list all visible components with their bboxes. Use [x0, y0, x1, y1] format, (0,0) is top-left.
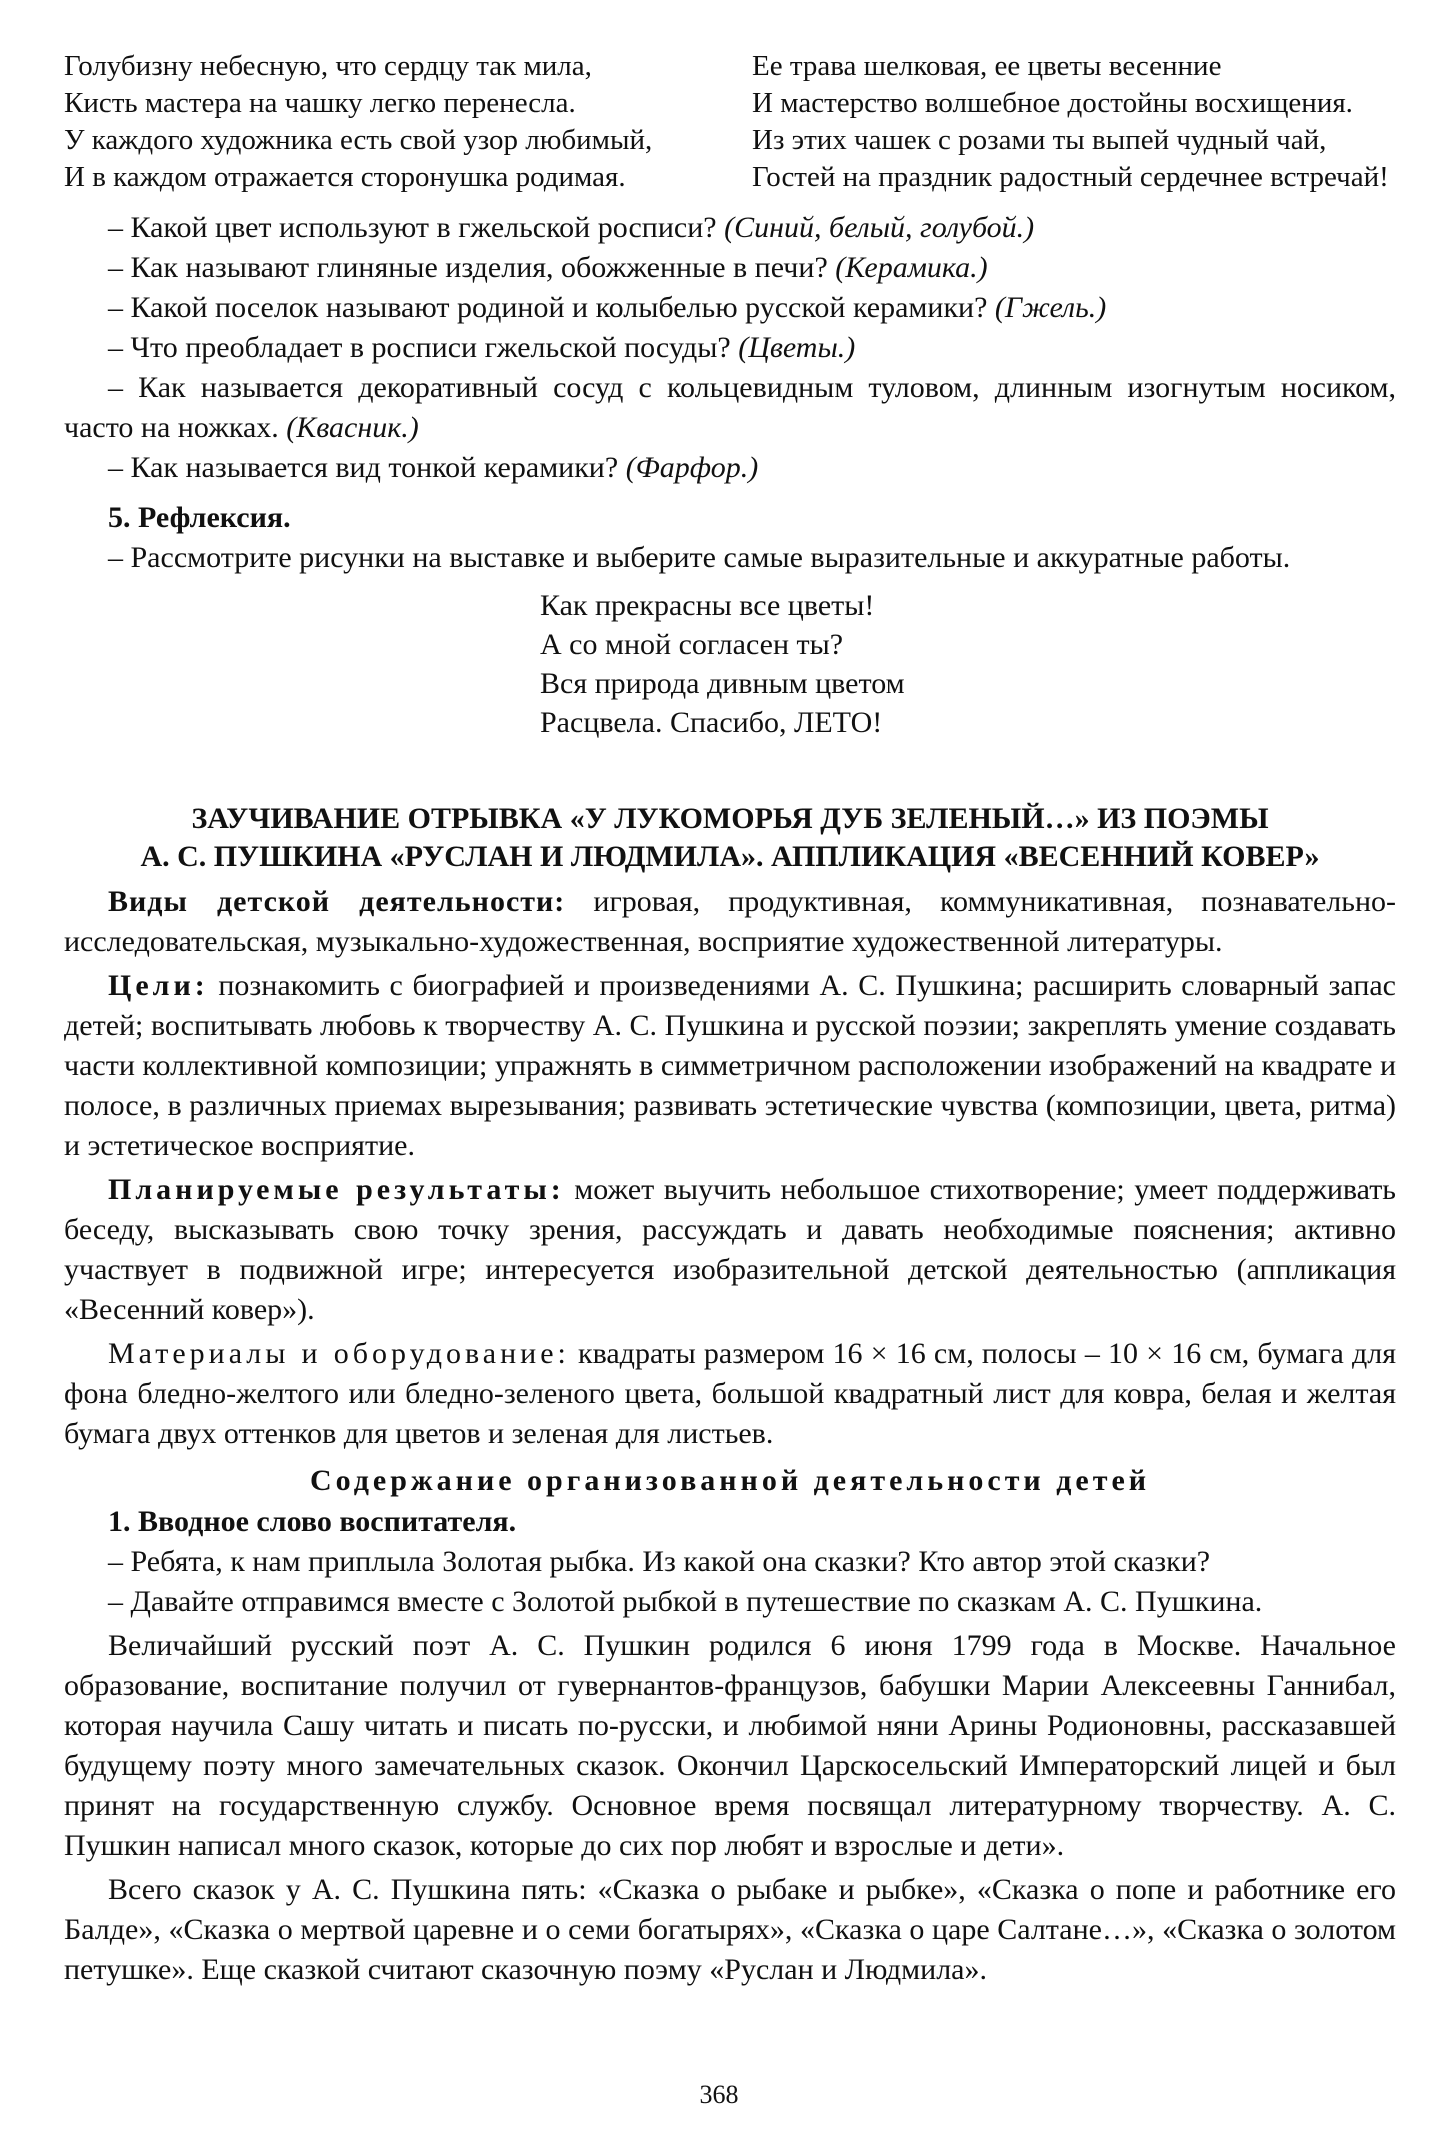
question-list [64, 208, 1396, 488]
intro-line: – Давайте отправимся вместе с Золотой рыбкой в путешествие по сказкам А. С. Пушкина. [108, 1585, 1263, 1618]
intro-heading: 1. Вводное слово воспитателя. [108, 1505, 517, 1538]
answer-text: (Синий, белый, голубой.) [724, 211, 1035, 244]
page-number: 368 [699, 2080, 739, 2109]
results-label: Планируемые результаты: [108, 1173, 565, 1206]
verse-line: Из этих чашек с розами ты выпей чудный чай, [752, 124, 1327, 156]
question-item [64, 248, 1396, 288]
verse-line: И в каждом отражается сторонушка родимая. [64, 161, 626, 193]
question-item [64, 288, 1396, 328]
reflection-text: – Рассмотрите рисунки на выставке и выберите самые выразительные и аккуратные работы. [108, 541, 1291, 574]
center-verse [540, 586, 1396, 742]
intro-line: – Ребята, к нам приплыла Золотая рыбка. Из какой она сказки? Кто автор этой сказки? [108, 1545, 1211, 1578]
verse-line: Гостей на праздник радостный сердечнее встречай! [752, 161, 1389, 193]
biography-paragraph: Величайший русский поэт А. С. Пушкин родился 6 июня 1799 года в Москве. Начальное образование, воспитание получил от гувернантов-французов, бабушки Марии Алексеевны Ганнибал, которая научила Сашу читать и писать по-русски, и любимой няни Арины Родионовны, рассказавшей будущему поэту много замечательных сказок. Окончил Царскосельский Императорский лицей и был принят на государственную службу. Основное время посвящал литературному творчеству. А. С. Пушкин написал много сказок, которые до сих пор любят и взрослые и дети». [64, 1629, 1396, 1862]
question-item [64, 368, 1396, 448]
lesson-title-line: А. С. ПУШКИНА «РУСЛАН И ЛЮДМИЛА». АППЛИКАЦИЯ «ВЕСЕННИЙ КОВЕР» [140, 840, 1320, 873]
verse-line: А со мной согласен ты? [540, 628, 844, 661]
results-paragraph [64, 1170, 1396, 1330]
question-text: – Что преобладает в росписи гжельской посуды? [108, 331, 739, 364]
materials-text: квадраты размером 16 × 16 см, полосы – 10 × 16 см, бумага для фона бледно-желтого или бледно-зеленого цвета, большой квадратный лист для ковра, белая и желтая бумага двух оттенков для цветов и зеленая для листьев. [64, 1337, 1396, 1450]
question-text: – Какой цвет используют в гжельской росписи? [108, 211, 725, 244]
answer-text: (Цветы.) [738, 331, 856, 364]
verse-line: И мастерство волшебное достойны восхищения. [752, 87, 1353, 119]
goals-paragraph [64, 966, 1396, 1166]
activities-paragraph [64, 882, 1396, 962]
lesson-title-line: ЗАУЧИВАНИЕ ОТРЫВКА «У ЛУКОМОРЬЯ ДУБ ЗЕЛЕНЫЙ…» ИЗ ПОЭМЫ [191, 802, 1269, 835]
verse-line: У каждого художника есть свой узор любимый, [64, 124, 653, 156]
results-text: может выучить небольшое стихотворение; умеет поддерживать беседу, высказывать свою точку зрения, рассуждать и давать необходимые пояснения; активно участвует в подвижной игре; интересуется изобразительной детской деятельностью (аппликация «Весенний ковер»). [64, 1173, 1396, 1326]
answer-text: (Керамика.) [835, 251, 988, 284]
verse-line: Голубизну небесную, что сердцу так мила, [64, 50, 592, 82]
reflection-heading: 5. Рефлексия. [108, 501, 291, 534]
question-item [64, 208, 1396, 248]
goals-text: познакомить с биографией и произведениями А. С. Пушкина; расширить словарный запас детей; воспитывать любовь к творчеству А. С. Пушкина и русской поэзии; закреплять умение создавать части коллективной композиции; упражнять в симметричном расположении изображений на квадрате и полосе, в различных приемах вырезывания; развивать эстетические чувства (композиции, цвета, ритма) и эстетическое восприятие. [64, 969, 1396, 1162]
verse-line: Кисть мастера на чашку легко перенесла. [64, 87, 576, 119]
answer-text: (Гжель.) [994, 291, 1107, 324]
question-text: – Какой поселок называют родиной и колыбелью русской керамики? [108, 291, 995, 324]
verse-line: Ее трава шелковая, ее цветы весенние [752, 50, 1222, 82]
activities-text: игровая, продуктивная, коммуникативная, познавательно-исследовательская, музыкально-художественная, восприятие художественной литературы. [64, 885, 1396, 958]
question-item [64, 328, 1396, 368]
materials-label: Материалы и оборудование: [108, 1337, 570, 1370]
goals-label: Цели: [108, 969, 209, 1002]
verse-line: Как прекрасны все цветы! [540, 589, 875, 622]
two-column-verse [64, 48, 1396, 196]
question-text: – Как называется вид тонкой керамики? [108, 451, 626, 484]
tales-paragraph: Всего сказок у А. С. Пушкина пять: «Сказка о рыбаке и рыбке», «Сказка о попе и работнике его Балде», «Сказка о мертвой царевне и о семи богатырях», «Сказка о царе Салтане…», «Сказка о золотом петушке». Еще сказкой считают сказочную поэму «Руслан и Людмила». [64, 1873, 1396, 1986]
question-item [64, 448, 1396, 488]
verse-column-left [64, 48, 752, 196]
verse-column-right [752, 48, 1396, 196]
content-heading: Содержание организованной деятельности детей [309, 1464, 1151, 1497]
lesson-title [64, 800, 1396, 876]
verse-line: Вся природа дивным цветом [540, 667, 905, 700]
materials-paragraph [64, 1334, 1396, 1454]
answer-text: (Фарфор.) [625, 451, 759, 484]
question-text: – Как называется декоративный сосуд с кольцевидным туловом, длинным изогнутым носиком, часто на ножках. [64, 371, 1396, 444]
verse-line: Расцвела. Спасибо, ЛЕТО! [540, 706, 883, 739]
activities-label: Виды детской деятельности: [108, 885, 566, 918]
answer-text: (Квасник.) [286, 411, 419, 444]
question-text: – Как называют глиняные изделия, обожженные в печи? [108, 251, 836, 284]
